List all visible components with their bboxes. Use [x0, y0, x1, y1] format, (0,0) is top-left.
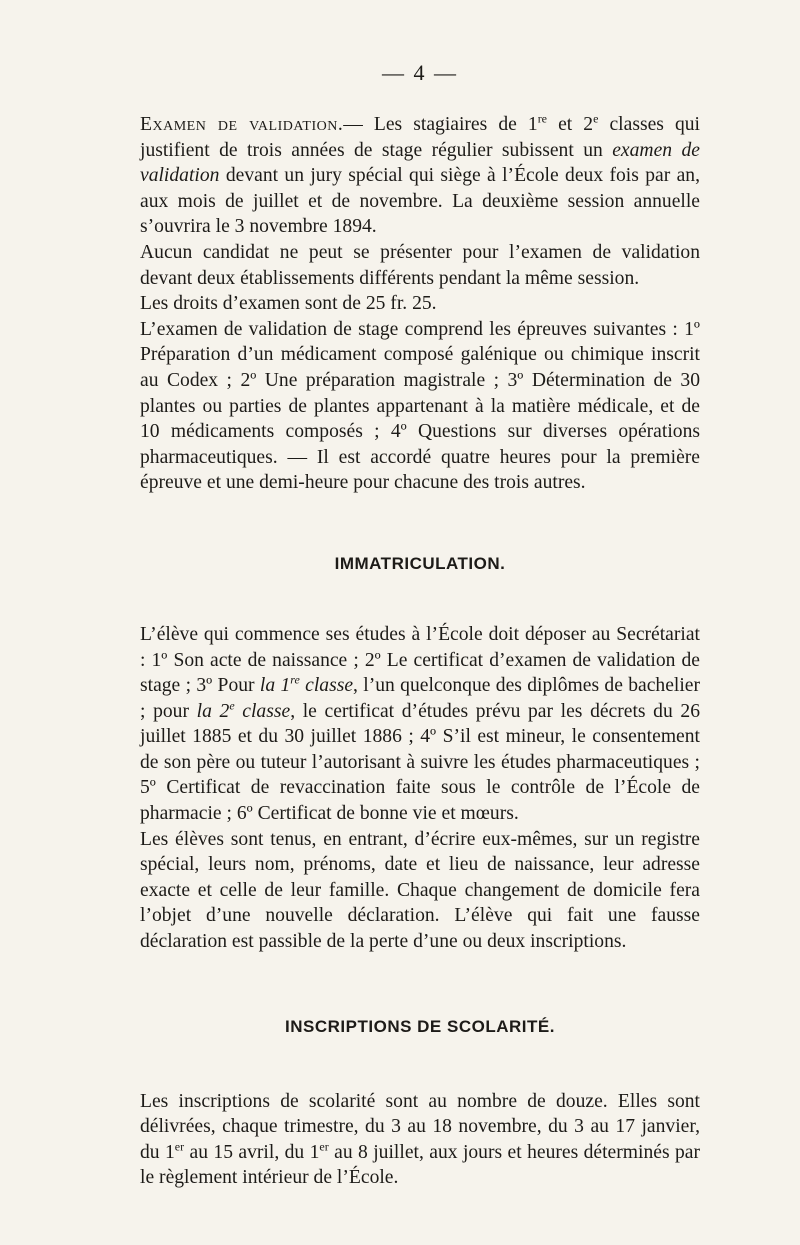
immatriculation-paragraph-1: L’élève qui commence ses études à l’École doit déposer au Secrétariat : 1º Son acte de naissance ; 2º Le certificat d’examen de validation de stage ; 3º Pour la 1re classe, l’un quelconque des diplômes de bachelier ; pour la 2e classe, le certificat d’études prévu par les décrets du 26 juillet 1885 et du 30 juillet 1886 ; 4º S’il est mineur, le consentement de son père ou tuteur l’autorisant à suivre les études pharmaceutiques ; 5º Certificat de revaccination faite sous le contrôle de l’École de pharmacie ; 6º Certificat de bonne vie et mœurs.: [140, 623, 701, 825]
validation-paragraph-4: L’examen de validation de stage comprend les épreuves suivantes : 1º Préparation d’un médicament composé galénique ou chimique inscrit au Codex ; 2º Une préparation magistrale ; 3º Détermination de 30 plantes ou parties de plantes appartenant à la matière médicale, et de 10 médicaments composés ; 4º Questions sur diverses opérations pharmaceutiques. — Il est accordé quatre heures pour la première épreuve et une demi-heure pour chacune des trois autres.: [140, 318, 700, 494]
run-in-heading: Examen de validation.: [140, 114, 344, 135]
heading-immatriculation: IMMATRICULATION.: [334, 553, 506, 573]
heading-inscriptions-de-scolarite: INSCRIPTIONS DE SCOLARITÉ.: [285, 1016, 555, 1036]
page-number: — 4 —: [382, 60, 458, 85]
validation-paragraph-2: Aucun candidat ne peut se présenter pour l’examen de validation devant deux établissements différents pendant la même session.: [140, 241, 700, 289]
section-inscriptions-de-scolarite: [140, 1089, 700, 1191]
section-immatriculation: [140, 622, 700, 955]
section-examen-de-validation: [140, 112, 700, 496]
inscriptions-paragraph-1: Les inscriptions de scolarité sont au nombre de douze. Elles sont délivrées, chaque trimestre, du 3 au 18 novembre, du 3 au 17 janvier, du 1er au 15 avril, du 1er au 8 juillet, aux jours et heures déterminés par le règlement intérieur de l’École.: [140, 1090, 700, 1189]
validation-paragraph-3: Les droits d’examen sont de 25 fr. 25.: [140, 293, 437, 315]
validation-paragraph-1: Examen de validation.— Les stagiaires de 1re et 2e classes qui justifient de trois années de stage régulier subissent un examen de validation devant un jury spécial qui siège à l’École deux fois par an, aux mois de juillet et de novembre. La deuxième session annuelle s’ouvrira le 3 novembre 1894.: [140, 111, 701, 238]
immatriculation-paragraph-2: Les élèves sont tenus, en entrant, d’écrire eux-mêmes, sur un registre spécial, leurs nom, prénoms, date et lieu de naissance, leur adresse exacte et celle de leur famille. Chaque changement de domicile fera l’objet d’une nouvelle déclaration. L’élève qui fait une fausse déclaration est passible de la perte d’une ou deux inscriptions.: [140, 828, 700, 953]
